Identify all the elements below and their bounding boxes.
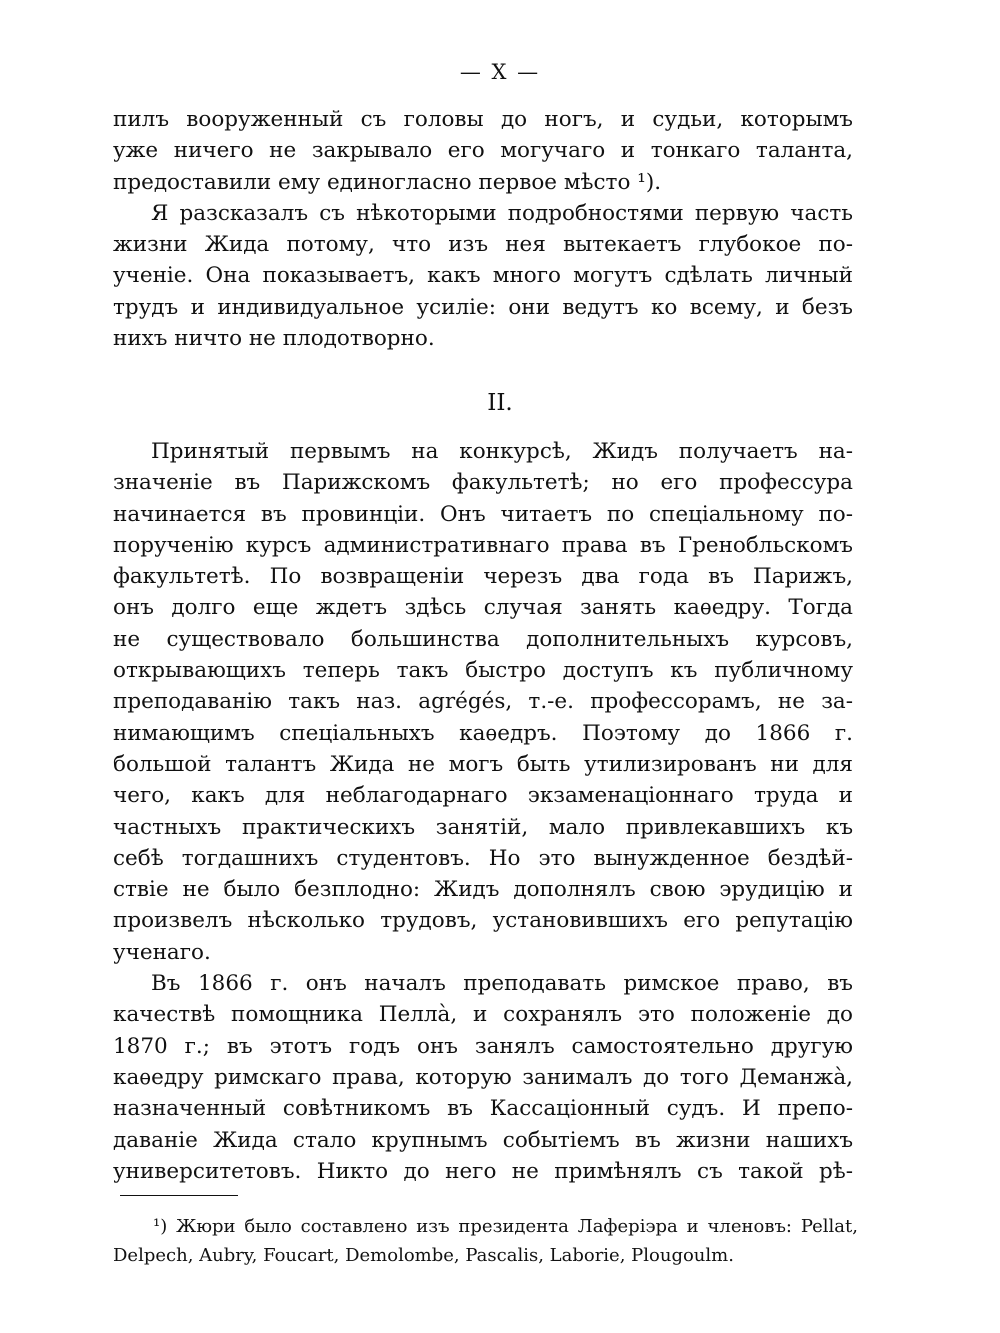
text-line: ствіе не было безплодно: Жидъ дополнялъ свою эрудицію и bbox=[113, 877, 853, 903]
text-line: онъ долго еще ждетъ здѣсь случая занять каѳедру. Тогда bbox=[113, 595, 853, 621]
text-line: пилъ вооруженный съ головы до ногъ, и судьи, которымъ bbox=[113, 107, 853, 132]
text-line: университетовъ. Никто до него не примѣнялъ съ такой рѣ- bbox=[113, 1158, 853, 1184]
text-line: трудъ и индивидуальное усиліе: они ведутъ ко всему, и безъ bbox=[113, 294, 853, 320]
page-number: — X — bbox=[459, 60, 541, 84]
text-line: жизни Жида потому, что изъ нея вытекаетъ глубокое по- bbox=[113, 232, 853, 258]
text-line: нимающимъ спеціальныхъ каѳедръ. Поэтому до 1866 г. bbox=[113, 720, 853, 746]
text-line: каѳедру римскаго права, которую занималъ до того Деманжа̀, bbox=[113, 1064, 853, 1090]
text-line: большой талантъ Жида не могъ быть утилизированъ ни для bbox=[113, 751, 853, 777]
footnote-line: Delpech, Aubry, Foucart, Demolombe, Pascalis, Laborie, Plougoulm. bbox=[113, 1245, 734, 1266]
text-line: не существовало большинства дополнительныхъ курсовъ, bbox=[113, 626, 853, 652]
section-heading: II. bbox=[487, 390, 513, 416]
text-line: произвелъ нѣсколько трудовъ, установившихъ его репутацію bbox=[113, 908, 853, 934]
text-line: 1870 г.; въ этотъ годъ онъ занялъ самостоятельно другую bbox=[113, 1033, 853, 1059]
text-line: уже ничего не закрывало его могучаго и тонкаго таланта, bbox=[113, 138, 853, 164]
footnote-divider bbox=[120, 1195, 238, 1196]
footnote-line: ¹) Жюри было составлено изъ президента Лаферіэра и членовъ: Pellat, bbox=[153, 1216, 858, 1237]
text-line: открывающихъ теперь такъ быстро доступъ къ публичному bbox=[113, 658, 853, 684]
text-line: Я разсказалъ съ нѣкоторыми подробностями первую часть bbox=[151, 200, 853, 226]
text-line: назначенный совѣтникомъ въ Кассаціонный судъ. И препо- bbox=[113, 1096, 853, 1122]
main-text-block bbox=[113, 436, 853, 1187]
text-line: значеніе въ Парижскомъ факультетѣ; но его профессура bbox=[113, 470, 853, 496]
text-line: преподаванію такъ наз. agrégés, т.-е. профессорамъ, не за- bbox=[113, 689, 853, 715]
text-line: предоставили ему единогласно первое мѣсто ¹). bbox=[113, 169, 662, 195]
footnote bbox=[113, 1212, 858, 1270]
text-line: ученіе. Она показываетъ, какъ много могутъ сдѣлать личный bbox=[113, 263, 853, 289]
text-line: Принятый первымъ на конкурсѣ, Жидъ получаетъ на- bbox=[151, 439, 853, 464]
text-line: начинается въ провинціи. Онъ читаетъ по спеціальному по- bbox=[113, 501, 853, 527]
text-line: частныхъ практическихъ занятій, мало привлекавшихъ къ bbox=[113, 814, 853, 840]
text-line: факультетѣ. По возвращеніи черезъ два года въ Парижъ, bbox=[113, 564, 853, 590]
text-line: Въ 1866 г. онъ началъ преподавать римское право, въ bbox=[151, 971, 853, 997]
text-line: ученаго. bbox=[113, 939, 211, 965]
text-line: чего, какъ для неблагодарнаго экзаменаціоннаго труда и bbox=[113, 783, 853, 809]
text-line: себѣ тогдашнихъ студентовъ. Но это вынужденное бездѣй- bbox=[113, 845, 853, 871]
text-line: даваніе Жида стало крупнымъ событіемъ въ жизни нашихъ bbox=[113, 1127, 853, 1153]
text-line: порученію курсъ административнаго права въ Гренобльскомъ bbox=[113, 532, 853, 558]
text-line: нихъ ничто не плодотворно. bbox=[113, 326, 435, 352]
intro-text-block bbox=[113, 104, 853, 354]
text-line: качествѣ помощника Пелла̀, и сохранялъ это положеніе до bbox=[113, 1002, 853, 1028]
